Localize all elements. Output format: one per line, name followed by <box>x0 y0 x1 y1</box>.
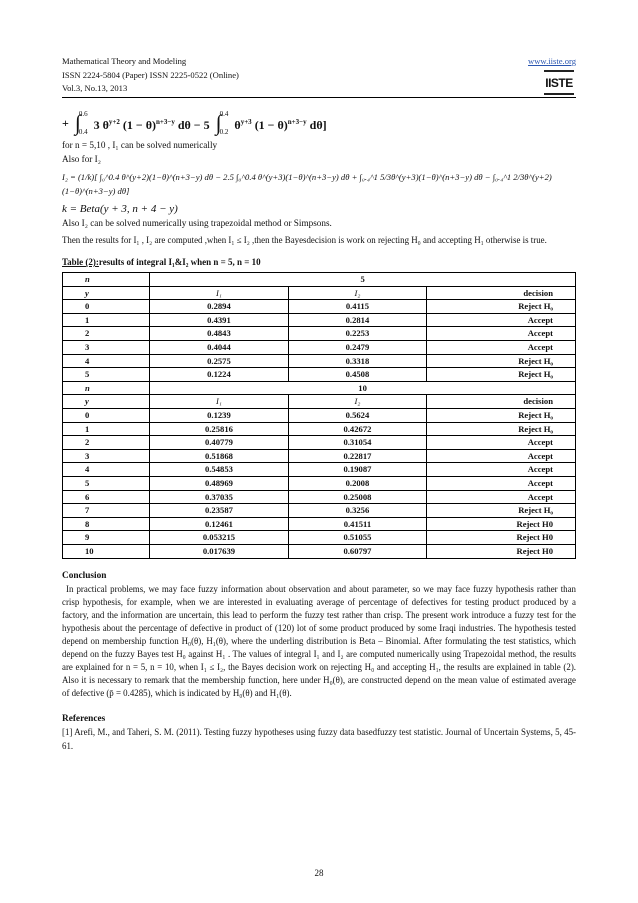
cell-i1: 0.1239 <box>150 409 289 423</box>
cell-y: 4 <box>63 354 150 368</box>
cell-decision: Accept <box>427 463 576 477</box>
cell-y: 1 <box>63 422 150 436</box>
cell-decision: Reject H₀ <box>427 354 576 368</box>
table-caption: Table (2):results of integral I₁&I₂ when n = 5, n = 10 <box>62 257 261 268</box>
page-number: 28 <box>314 868 324 878</box>
table-row <box>63 477 576 491</box>
col-i1: I₁ <box>150 286 289 300</box>
reference-item: [1] Arefi, M., and Taheri, S. M. (2011). Testing fuzzy hypotheses using fuzzy data basedfuzzy test statistic. Journal of Uncertain Systems, 5, 45-61. <box>62 727 576 751</box>
cell-decision: Reject H0 <box>427 517 576 531</box>
cell-i1: 0.23587 <box>150 504 289 518</box>
volume-line: Vol.3, No.13, 2013 <box>62 83 128 93</box>
cell-i1: 0.1224 <box>150 368 289 382</box>
cell-decision: Accept <box>427 449 576 463</box>
iiste-logo: IISTE <box>544 70 574 95</box>
table-row <box>63 313 576 327</box>
line-for-n: for n = 5,10 , I₁ can be solved numerically <box>62 140 218 150</box>
cell-i2: 0.2008 <box>288 477 427 491</box>
k-equation: k = Beta(y + 3, n + 4 − y) <box>62 203 178 215</box>
cell-y: 0 <box>63 409 150 423</box>
table-header-row <box>63 286 576 300</box>
cell-i2: 0.2814 <box>288 313 427 327</box>
cell-y: 10 <box>63 544 150 558</box>
table-row <box>63 490 576 504</box>
header-rule <box>62 97 576 98</box>
n-value: 5 <box>150 273 576 287</box>
y-label: y <box>63 395 150 409</box>
cell-i1: 0.4044 <box>150 341 289 355</box>
then-results-text: Then the results for I₁ , I₂ are computed ,when I₁ ≤ I₂ ,then the Bayesdecision is work on rejecting H₀ and accepting H₁ otherwise is true. <box>62 235 547 245</box>
table-row <box>63 449 576 463</box>
page-body <box>62 108 576 753</box>
table-row <box>63 300 576 314</box>
references-heading: References <box>62 714 106 725</box>
table-row <box>63 544 576 558</box>
cell-y: 1 <box>63 313 150 327</box>
cell-i1: 0.2575 <box>150 354 289 368</box>
table-row <box>63 422 576 436</box>
table-row <box>63 517 576 531</box>
cell-i1: 0.4843 <box>150 327 289 341</box>
cell-y: 2 <box>63 327 150 341</box>
cell-i1: 0.37035 <box>150 490 289 504</box>
cell-i2: 0.51055 <box>288 531 427 545</box>
journal-url-link[interactable]: www.iiste.org <box>528 56 576 66</box>
table-n-row <box>63 273 576 287</box>
table-row <box>63 368 576 382</box>
cell-y: 8 <box>63 517 150 531</box>
integral-sign: ∫ 0.6 0.4 <box>74 109 88 136</box>
cell-i2: 0.22817 <box>288 449 427 463</box>
cell-i2: 0.5624 <box>288 409 427 423</box>
cell-i1: 0.51868 <box>150 449 289 463</box>
page-header <box>62 55 576 96</box>
cell-y: 5 <box>63 477 150 491</box>
cell-decision: Accept <box>427 327 576 341</box>
n-label: n <box>63 381 150 395</box>
col-decision: decision <box>427 286 576 300</box>
table-header-row <box>63 395 576 409</box>
cell-i2: 0.41511 <box>288 517 427 531</box>
cell-i1: 0.053215 <box>150 531 289 545</box>
cell-decision: Reject H0 <box>427 531 576 545</box>
cell-decision: Reject H₀ <box>427 504 576 518</box>
cell-i1: 0.40779 <box>150 436 289 450</box>
top-integral-expression: + ∫ 0.6 0.4 3 $\theta^{y+2}$ $(1 - \theta)^{n+3-y}$ dθ − 5 ∫ 0.4 0.2 $\theta^{y+3}$ $(1 - \theta)^{n+3-y}$ dθ] <box>62 109 327 136</box>
cell-i2: 0.2479 <box>288 341 427 355</box>
table-row <box>63 504 576 518</box>
cell-i2: 0.31054 <box>288 436 427 450</box>
table-n-row <box>63 381 576 395</box>
cell-i2: 0.2253 <box>288 327 427 341</box>
cell-i2: 0.42672 <box>288 422 427 436</box>
conclusion-heading: Conclusion <box>62 570 107 581</box>
conclusion-text: In practical problems, we may face fuzzy information about observation and about parameter, so we may face fuzzy hypothesis rather than crisp hypothesis, for example, when we are interested in evaluating average of percentage of defectives for testing product produced by a factory, and the information are uncertain, this lead to perform the fuzzy test rather than crisp. The present work introduce a fuzzy test for the hypothesis about the percentage of defective in product of (120) lot of some product produced by some Iraqi industries. The hypothesis tested depend on membership function H₀(θ), H₁(θ), where the underling distribution is Beta – Binomial. After formulating the test statistics, which depend on the fuzzy Bayes test H₀ against H₁ . The values of integral I₁ and I₂ are computed numerically using Trapezoidal method, the results are explained for n = 5, n = 10, when I₁ ≤ I₂, the Bayes decision work on rejecting H₀ and accepting H₁, the results are explained in table (2). Also it is necessary to remark that the membership function, here under H₀(θ), are constructed depend on the mean value of estimated average of defective (p̄ = 0.4285), which is indicated by H₀(θ) and H₁(θ). <box>62 583 576 699</box>
col-decision: decision <box>427 395 576 409</box>
cell-y: 4 <box>63 463 150 477</box>
also-for-i2: Also for I₂ <box>62 154 101 164</box>
cell-y: 6 <box>63 490 150 504</box>
cell-y: 5 <box>63 368 150 382</box>
cell-decision: Accept <box>427 490 576 504</box>
results-table <box>62 272 576 558</box>
cell-i2: 0.4508 <box>288 368 427 382</box>
cell-decision: Reject H₀ <box>427 409 576 423</box>
cell-decision: Reject H₀ <box>427 422 576 436</box>
cell-i1: 0.4391 <box>150 313 289 327</box>
cell-y: 2 <box>63 436 150 450</box>
table-row <box>63 327 576 341</box>
cell-i2: 0.60797 <box>288 544 427 558</box>
cell-i2: 0.25008 <box>288 490 427 504</box>
y-label: y <box>63 286 150 300</box>
cell-decision: Reject H0 <box>427 544 576 558</box>
cell-i1: 0.25816 <box>150 422 289 436</box>
table-row <box>63 354 576 368</box>
cell-decision: Reject H₀ <box>427 300 576 314</box>
table-row <box>63 531 576 545</box>
cell-y: 9 <box>63 531 150 545</box>
cell-i1: 0.017639 <box>150 544 289 558</box>
col-i2: I₂ <box>288 286 427 300</box>
also-solved-text: Also I₂ can be solved numerically using trapezoidal method or Simpsons. <box>62 218 332 228</box>
table-row <box>63 341 576 355</box>
integral-sign: ∫ 0.4 0.2 <box>215 109 229 136</box>
cell-y: 3 <box>63 341 150 355</box>
table-row <box>63 409 576 423</box>
cell-decision: Accept <box>427 436 576 450</box>
cell-y: 3 <box>63 449 150 463</box>
cell-y: 0 <box>63 300 150 314</box>
cell-i2: 0.4115 <box>288 300 427 314</box>
cell-decision: Accept <box>427 477 576 491</box>
col-i2: I₂ <box>288 395 427 409</box>
cell-i2: 0.3318 <box>288 354 427 368</box>
cell-i2: 0.3256 <box>288 504 427 518</box>
cell-i1: 0.12461 <box>150 517 289 531</box>
cell-y: 7 <box>63 504 150 518</box>
cell-i1: 0.2894 <box>150 300 289 314</box>
n-label: n <box>63 273 150 287</box>
i2-equation: I₂ = (1/k)[ ∫₀^0.4 θ^(y+2)(1−θ)^(n+3−y) dθ − 2.5 ∫₀^0.4 θ^(y+3)(1−θ)^(n+3−y) dθ + ∫₀.₄^1 5/3θ^(y+3)(1−θ)^(n+3−y) dθ − ∫₀.₄^1 2/3θ^(y+2)(1−θ)^(n+3−y) dθ] <box>62 172 552 196</box>
cell-decision: Accept <box>427 313 576 327</box>
cell-decision: Accept <box>427 341 576 355</box>
col-i1: I₁ <box>150 395 289 409</box>
cell-i2: 0.19087 <box>288 463 427 477</box>
cell-decision: Reject H₀ <box>427 368 576 382</box>
n-value: 10 <box>150 381 576 395</box>
cell-i1: 0.48969 <box>150 477 289 491</box>
issn-line: ISSN 2224-5804 (Paper) ISSN 2225-0522 (Online) <box>62 69 239 80</box>
cell-i1: 0.54853 <box>150 463 289 477</box>
table-row <box>63 436 576 450</box>
table-row <box>63 463 576 477</box>
journal-name: Mathematical Theory and Modeling <box>62 56 187 66</box>
